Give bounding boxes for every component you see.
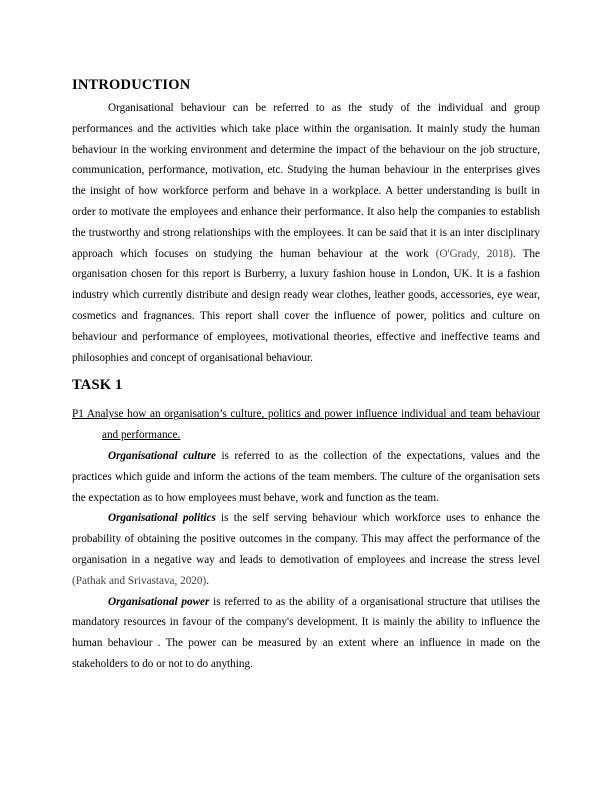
- intro-text-after-citation: . The organisation chosen for this report is Burberry, a luxury fashion house in London, UK. It is a fashion industry which currently distribute and design ready wear clothes, leather goods, accessories, eye wear, cosmetics and fragnances. This report shall cover the influence of power, politics and culture on behaviour and performance of employees, motivational theories, effective and ineffective teams and philosophies and concept of organisational behaviour.: [72, 247, 540, 364]
- power-text: is referred to as the ability of a organisational structure that utilises the mandatory resources in favour of the company's development. It is mainly the ability to influence the human behaviour . The power can be measured by an extent where an influence in made on the stakeholders to do or not to do anything.: [72, 595, 540, 670]
- culture-paragraph: [72, 446, 540, 508]
- politics-text: is the self serving behaviour which workforce uses to enhance the probability of obtaining the positive outcomes in the company. This may affect the performance of the organisation in a negative way and leads to demotivation of employees and increase the stress level: [72, 512, 540, 566]
- task1-subheading: P1 Analyse how an organisation’s culture, politics and power influence individual and team behaviour and performance.: [72, 408, 540, 442]
- politics-term: Organisational politics: [108, 512, 216, 525]
- introduction-paragraph: [72, 98, 540, 368]
- document-page: [72, 76, 540, 675]
- politics-citation: (Pathak and Srivastava, 2020): [72, 574, 207, 587]
- power-paragraph: [72, 592, 540, 675]
- intro-citation: (O'Grady, 2018): [435, 247, 513, 260]
- culture-text: is referred to as the collection of the expectations, values and the practices which guide and inform the actions of the team members. The culture of the organisation sets the expectation as to how employees must behave, work and function as the team.: [72, 449, 540, 504]
- intro-text-before-citation: Organisational behaviour can be referred to as the study of the individual and group performances and the activities which take place within the organisation. It mainly study the human behaviour in the working environment and determine the impact of the behaviour on the job structure, communication, performance, motivation, etc. Studying the human behaviour in the enterprises gives the insight of how workforce perform and behave in a workplace. A better understanding is built in order to motivate the employees and enhance their performance. It also help the companies to establish the trustworthy and strong relationships with the employees. It can be said that it is an inter disciplinary approach which focuses on studying the human behaviour at the work: [72, 102, 540, 260]
- politics-paragraph: [72, 508, 540, 591]
- task1-heading: TASK 1: [72, 377, 123, 394]
- power-term: Organisational power: [108, 595, 210, 608]
- introduction-heading: INTRODUCTION: [72, 77, 191, 93]
- politics-end: .: [206, 574, 210, 587]
- culture-term: Organisational culture: [108, 449, 217, 462]
